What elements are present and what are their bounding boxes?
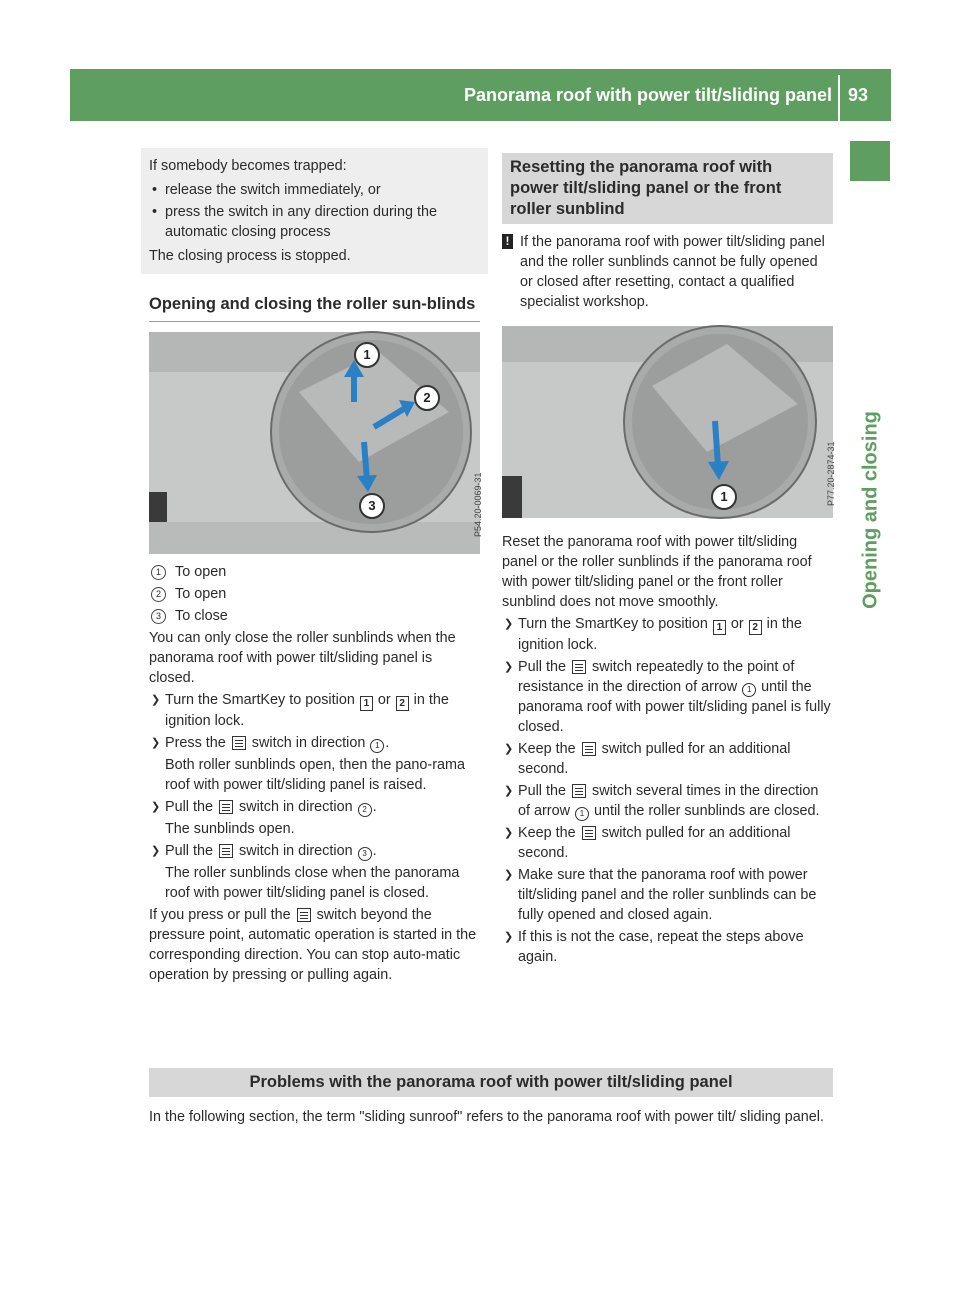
legend-number: 3: [151, 609, 166, 624]
figure-label-2: 2: [414, 385, 440, 411]
key-position-1: 1: [360, 696, 373, 711]
step-text: Pull the: [518, 659, 570, 675]
step-pull-several-times: [502, 781, 833, 821]
paragraph-text: If you press or pull the: [149, 907, 295, 923]
step-result: Both roller sunblinds open, then the pano-rama roof with power tilt/sliding panel is raised.: [165, 757, 465, 793]
reset-switch-figure: [502, 326, 836, 518]
step-verify: ❯ Make sure that the panorama roof with power tilt/sliding panel and the roller sunblinds can be fully opened and closed again.: [502, 865, 833, 925]
step-text: switch several times in the direction of arrow: [518, 783, 819, 819]
problems-intro-text: In the following section, the term "sliding sunroof" refers to the panorama roof with power tilt/ sliding panel.: [149, 1109, 824, 1125]
section-tab: [850, 141, 890, 181]
step-text: switch pulled for an additional second.: [518, 741, 791, 777]
step-text: Keep the: [518, 825, 580, 841]
step-pull-switch-2: [149, 797, 480, 817]
direction-number: 1: [575, 807, 589, 821]
paragraph-text: switch beyond the pressure point, automatic operation is started in the corresponding direction. You can stop auto-matic operation by pressing or pulling again.: [149, 907, 477, 983]
step-pull-repeatedly: [502, 657, 833, 737]
roof-switch-icon: [572, 660, 586, 674]
step-text: Press the: [165, 735, 230, 751]
roof-switch-icon: [219, 844, 233, 858]
step-text: .: [385, 735, 390, 751]
step-text: in the ignition lock.: [518, 616, 802, 653]
step-text: until the panorama roof with power tilt/sliding panel is fully closed.: [518, 679, 831, 735]
legend-item: [149, 584, 480, 604]
trapped-intro: If somebody becomes trapped:: [149, 158, 347, 174]
roof-switch-icon: [297, 908, 311, 922]
direction-number: 3: [358, 847, 372, 861]
trapped-outro: The closing process is stopped.: [149, 248, 351, 264]
right-column: [502, 153, 836, 967]
warning-text: If the panorama roof with power tilt/sliding panel and the roller sunblinds cannot be fully opened or closed after resetting, contact a qualified specialist workshop.: [520, 234, 825, 310]
step-text: switch repeatedly to the point of resistance in the direction of arrow: [518, 659, 795, 695]
side-section-label: [851, 380, 891, 640]
step-text: Pull the: [518, 783, 570, 799]
step-text: switch in direction: [235, 843, 357, 859]
trapped-info-box: [141, 148, 488, 274]
trapped-bullet-2: • press the switch in any direction during the automatic closing process: [149, 202, 480, 242]
legend-text: To open: [175, 564, 227, 580]
step-press-switch: [149, 733, 480, 753]
direction-number: 1: [742, 683, 756, 697]
step-text: until the roller sunblinds are closed.: [589, 803, 820, 819]
automatic-operation-paragraph: [149, 905, 480, 985]
step-text: in the ignition lock.: [165, 692, 449, 729]
step-text: switch pulled for an additional second.: [518, 825, 791, 861]
roof-switch-icon: [582, 742, 596, 756]
figure-legend: [149, 562, 480, 626]
trapped-bullet-1: • release the switch immediately, or: [149, 180, 480, 200]
step-text: Pull the: [165, 843, 217, 859]
key-position-2: 2: [749, 620, 762, 635]
legend-item: [149, 606, 480, 626]
step-text: or: [373, 692, 395, 708]
figure-code: P54.20-0069-31: [473, 472, 483, 537]
roof-switch-icon: [572, 784, 586, 798]
page-number: 93: [848, 85, 869, 105]
step-text: switch in direction: [235, 799, 357, 815]
step-text: Turn the SmartKey to position: [518, 616, 712, 632]
legend-number: 1: [151, 565, 166, 580]
side-section-text: Opening and closing: [859, 411, 882, 609]
step-turn-smartkey: [149, 690, 480, 731]
direction-number: 1: [370, 739, 384, 753]
roof-switch-icon: [582, 826, 596, 840]
heading-rule: [149, 321, 480, 322]
roof-switch-icon: [232, 736, 246, 750]
direction-number: 2: [358, 803, 372, 817]
exclamation-icon: !: [502, 234, 513, 249]
step-keep-pulled: [502, 739, 833, 779]
step-text: or: [726, 616, 748, 632]
reset-intro-paragraph: Reset the panorama roof with power tilt/sliding panel or the roller sunblinds if the panorama roof with power tilt/sliding panel or the front roller sunblind does not move smoothly.: [502, 534, 812, 610]
problems-heading-box: [149, 1068, 833, 1097]
reset-heading-box: [502, 153, 833, 224]
page-header: [70, 69, 891, 121]
step-text: switch in direction: [247, 735, 370, 751]
figure-code: P77.20-2874-31: [826, 441, 836, 506]
legend-text: To close: [175, 608, 228, 624]
step-text: .: [372, 843, 377, 859]
workshop-warning: [502, 232, 833, 312]
legend-item: [149, 562, 480, 582]
header-separator: [838, 75, 840, 121]
legend-text: To open: [175, 586, 227, 602]
key-position-1: 1: [713, 620, 726, 635]
key-position-2: 2: [396, 696, 409, 711]
section-heading-problems: Problems with the panorama roof with power tilt/sliding panel: [249, 1073, 733, 1091]
closing-condition-paragraph: You can only close the roller sunblinds when the panorama roof with power tilt/sliding panel is closed.: [149, 630, 456, 686]
step-text: Keep the: [518, 741, 580, 757]
roof-switch-icon: [219, 800, 233, 814]
section-heading-sunblinds: Opening and closing the roller sun-blinds: [149, 295, 476, 313]
step-text: .: [372, 799, 377, 815]
left-column: [149, 148, 483, 985]
sunblind-switch-figure: [149, 332, 483, 554]
step-turn-smartkey: [502, 614, 833, 655]
reset-illustration: [502, 326, 833, 518]
step-text: Turn the SmartKey to position: [165, 692, 359, 708]
header-title: Panorama roof with power tilt/sliding panel: [463, 85, 832, 105]
problems-section: [149, 1068, 833, 1127]
step-keep-pulled-again: [502, 823, 833, 863]
section-heading-reset: Resetting the panorama roof with power tilt/sliding panel or the front roller sunblind: [510, 158, 782, 218]
sunblind-illustration: [149, 332, 480, 554]
figure-label-1: 1: [711, 484, 737, 510]
figure-label-3: 3: [359, 493, 385, 519]
step-result: The roller sunblinds close when the panorama roof with power tilt/sliding panel is closed.: [165, 865, 460, 901]
step-result: The sunblinds open.: [165, 821, 295, 837]
step-pull-switch-3: [149, 841, 480, 861]
step-text: Pull the: [165, 799, 217, 815]
step-repeat: ❯ If this is not the case, repeat the steps above again.: [502, 927, 833, 967]
figure-label-1: 1: [354, 342, 380, 368]
legend-number: 2: [151, 587, 166, 602]
